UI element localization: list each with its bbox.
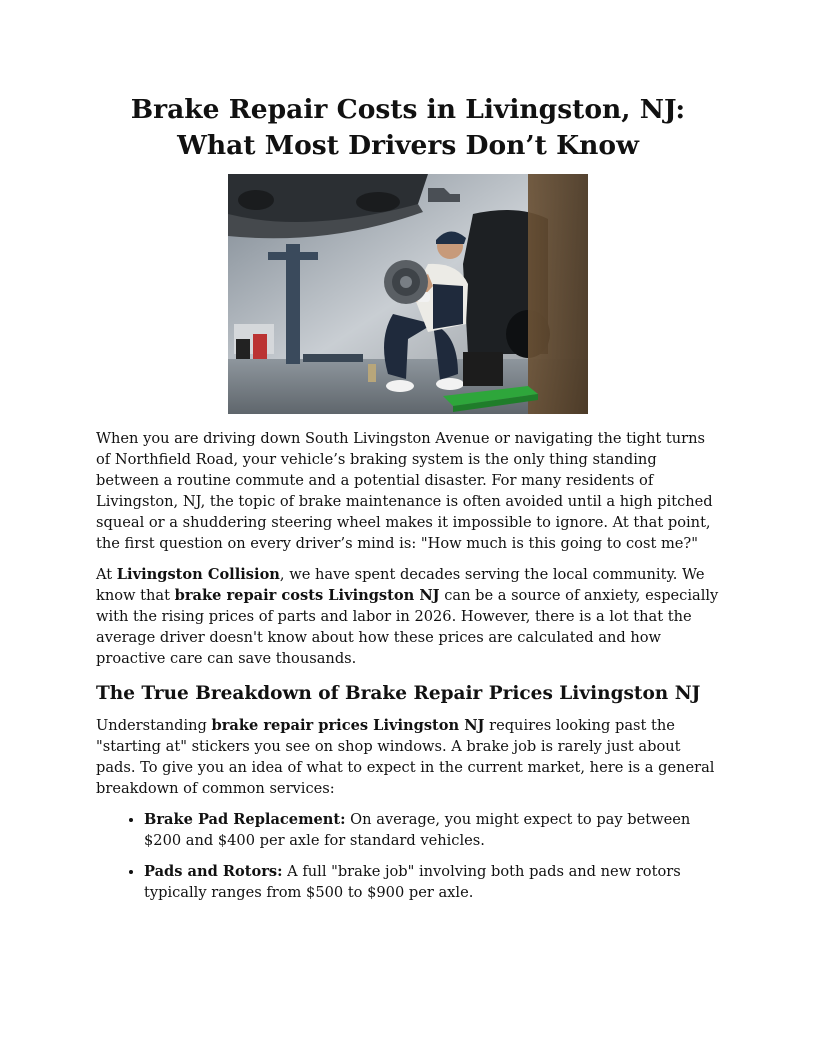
keyword-prices: brake repair prices Livingston NJ: [211, 717, 485, 734]
services-list: [96, 809, 720, 903]
prices-paragraph: Understanding brake repair prices Livingston NJ requires looking past the "starting at" stickers you see on shop windows. A brake job is rarely just about pads. To give you an idea of what to expect in the current market, here is a general breakdown of common services:: [96, 717, 715, 797]
intro-paragraph: When you are driving down South Livingston Avenue or navigating the tight turns of Northfield Road, your vehicle’s braking system is the only thing standing between a routine commute and a potential disaster. For many residents of Livingston, NJ, the topic of brake maintenance is often avoided until a high pitched squeal or a shuddering steering wheel makes it impossible to ignore. At that point, the first question on every driver’s mind is: "How much is this going to cost me?": [96, 430, 713, 552]
list-item: • Pads and Rotors: A full "brake job" involving both pads and new rotors typically ranges from $500 to $900 per axle.: [144, 861, 720, 903]
page-title: Brake Repair Costs in Livingston, NJ: What Most Drivers Don’t Know: [130, 94, 686, 161]
mechanic-brake-photo: [228, 174, 588, 414]
keyword-costs: brake repair costs Livingston NJ: [174, 587, 440, 604]
company-paragraph: At Livingston Collision, we have spent decades serving the local community. We know that brake repair costs Livingston NJ can be a source of anxiety, especially with the rising prices of parts and labor in 2026. However, there is a lot that the average driver doesn't know about how these prices are calculated and how proactive care can save thousands.: [96, 566, 719, 667]
document-page: [96, 92, 720, 913]
list-item: • Brake Pad Replacement: On average, you might expect to pay between $200 and $400 per axle for standard vehicles.: [144, 809, 720, 851]
section-heading: The True Breakdown of Brake Repair Prices Livingston NJ: [96, 683, 701, 704]
company-name: Livingston Collision: [116, 566, 280, 583]
